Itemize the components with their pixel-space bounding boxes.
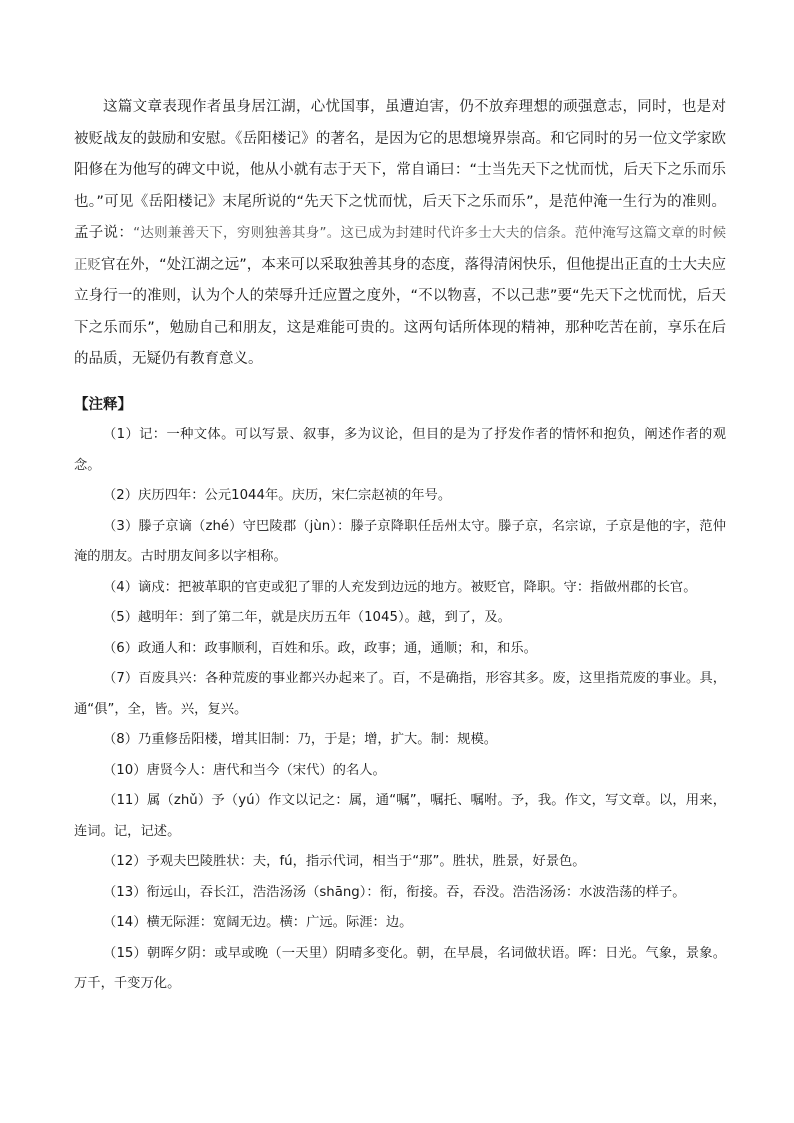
notes-list <box>74 420 726 1000</box>
note-item-6: （6）政通人和：政事顺利，百姓和乐。政，政事；通，通顺；和，和乐。 <box>103 640 537 656</box>
note-item-7: （7）百废具兴：各种荒废的事业都兴办起来了。百，不是确指，形容其多。废，这里指荒废的事业。具，通“俱”，全，皆。兴，复兴。 <box>74 671 726 717</box>
note-item-4: （4）谪戍：把被革职的官吏或犯了罪的人充发到边远的地方。被贬官，降职。守：指做州郡的长官。 <box>103 579 697 595</box>
paragraph-part-3: 官在外，“处江湖之远”，本来可以采取独善其身的态度，落得清闲快乐，但他提出正直的士大夫应立身行一的准则，认为个人的荣辱升迁应置之度外，“不以物喜，不以己悲”要“先天下之忧而忧，后天下之乐而乐”，勉励自己和朋友，这是难能可贵的。这两句话所体现的精神，那种吃苦在前，享乐在后的品质，无疑仍有教育意义。 <box>74 256 726 367</box>
note-item-2: （2）庆历四年：公元1044年。庆历，宋仁宗赵祯的年号。 <box>103 488 452 503</box>
paragraph-part-2-quote: “达则兼善天下，穷则独善其身”。这已成为封建时代许多士大夫的信条。范仲淹写这篇文章的时候正贬 <box>74 225 726 273</box>
note-item-11: （11）属（zhǔ）予（yú）作文以记之：属，通“嘱”，嘱托、嘱咐。予，我。作文，写文章。以，用来，连词。记，记述。 <box>74 793 726 839</box>
note-item-1: （1）记：一种文体。可以写景、叙事，多为议论，但目的是为了抒发作者的情怀和抱负，阐述作者的观念。 <box>74 427 726 473</box>
note-item-12: （12）予观夫巴陵胜状：夫，fú，指示代词，相当于“那”。胜状，胜景，好景色。 <box>103 854 586 869</box>
note-item-8: （8）乃重修岳阳楼，增其旧制：乃，于是；增，扩大。制：规模。 <box>103 732 498 747</box>
note-item-5: （5）越明年：到了第二年，就是庆历五年（1045）。越，到了，及。 <box>103 610 511 625</box>
note-item-15: （15）朝晖夕阴：或早或晚（一天里）阴晴多变化。朝，在早晨，名词做状语。晖：日光。气象，景象。万千，千变万化。 <box>74 945 726 991</box>
paragraph-part-1: 这篇文章表现作者虽身居江湖，心忧国事，虽遭迫害，仍不放弃理想的顽强意志，同时，也是对被贬战友的鼓励和安慰。《岳阳楼记》的著名，是因为它的思想境界崇高。和它同时的另一位文学家欧阳修在为他写的碑文中说，他从小就有志于天下，常自诵曰：“士当先天下之忧而忧，后天下之乐而乐也。”可见《岳阳楼记》末尾所说的“先天下之忧而忧，后天下之乐而乐”，是范仲淹一生行为的准则。孟子说： <box>74 99 726 241</box>
note-item-10: （10）唐贤今人：唐代和当今（宋代）的名人。 <box>103 762 386 778</box>
notes-heading: 【注释】 <box>74 397 132 413</box>
note-item-13: （13）衔远山，吞长江，浩浩汤汤（shāng）：衔，衔接。吞，吞没。浩浩汤汤：水波浩荡的样子。 <box>103 884 686 900</box>
note-item-3: （3）滕子京谪（zhé）守巴陵郡（jùn）：滕子京降职任岳州太守。滕子京，名宗谅，子京是他的字，范仲淹的朋友。古时朋友间多以字相称。 <box>74 518 726 564</box>
note-item-14: （14）横无际涯：宽阔无边。横：广远。际涯：边。 <box>103 915 413 930</box>
main-paragraph <box>74 92 726 376</box>
